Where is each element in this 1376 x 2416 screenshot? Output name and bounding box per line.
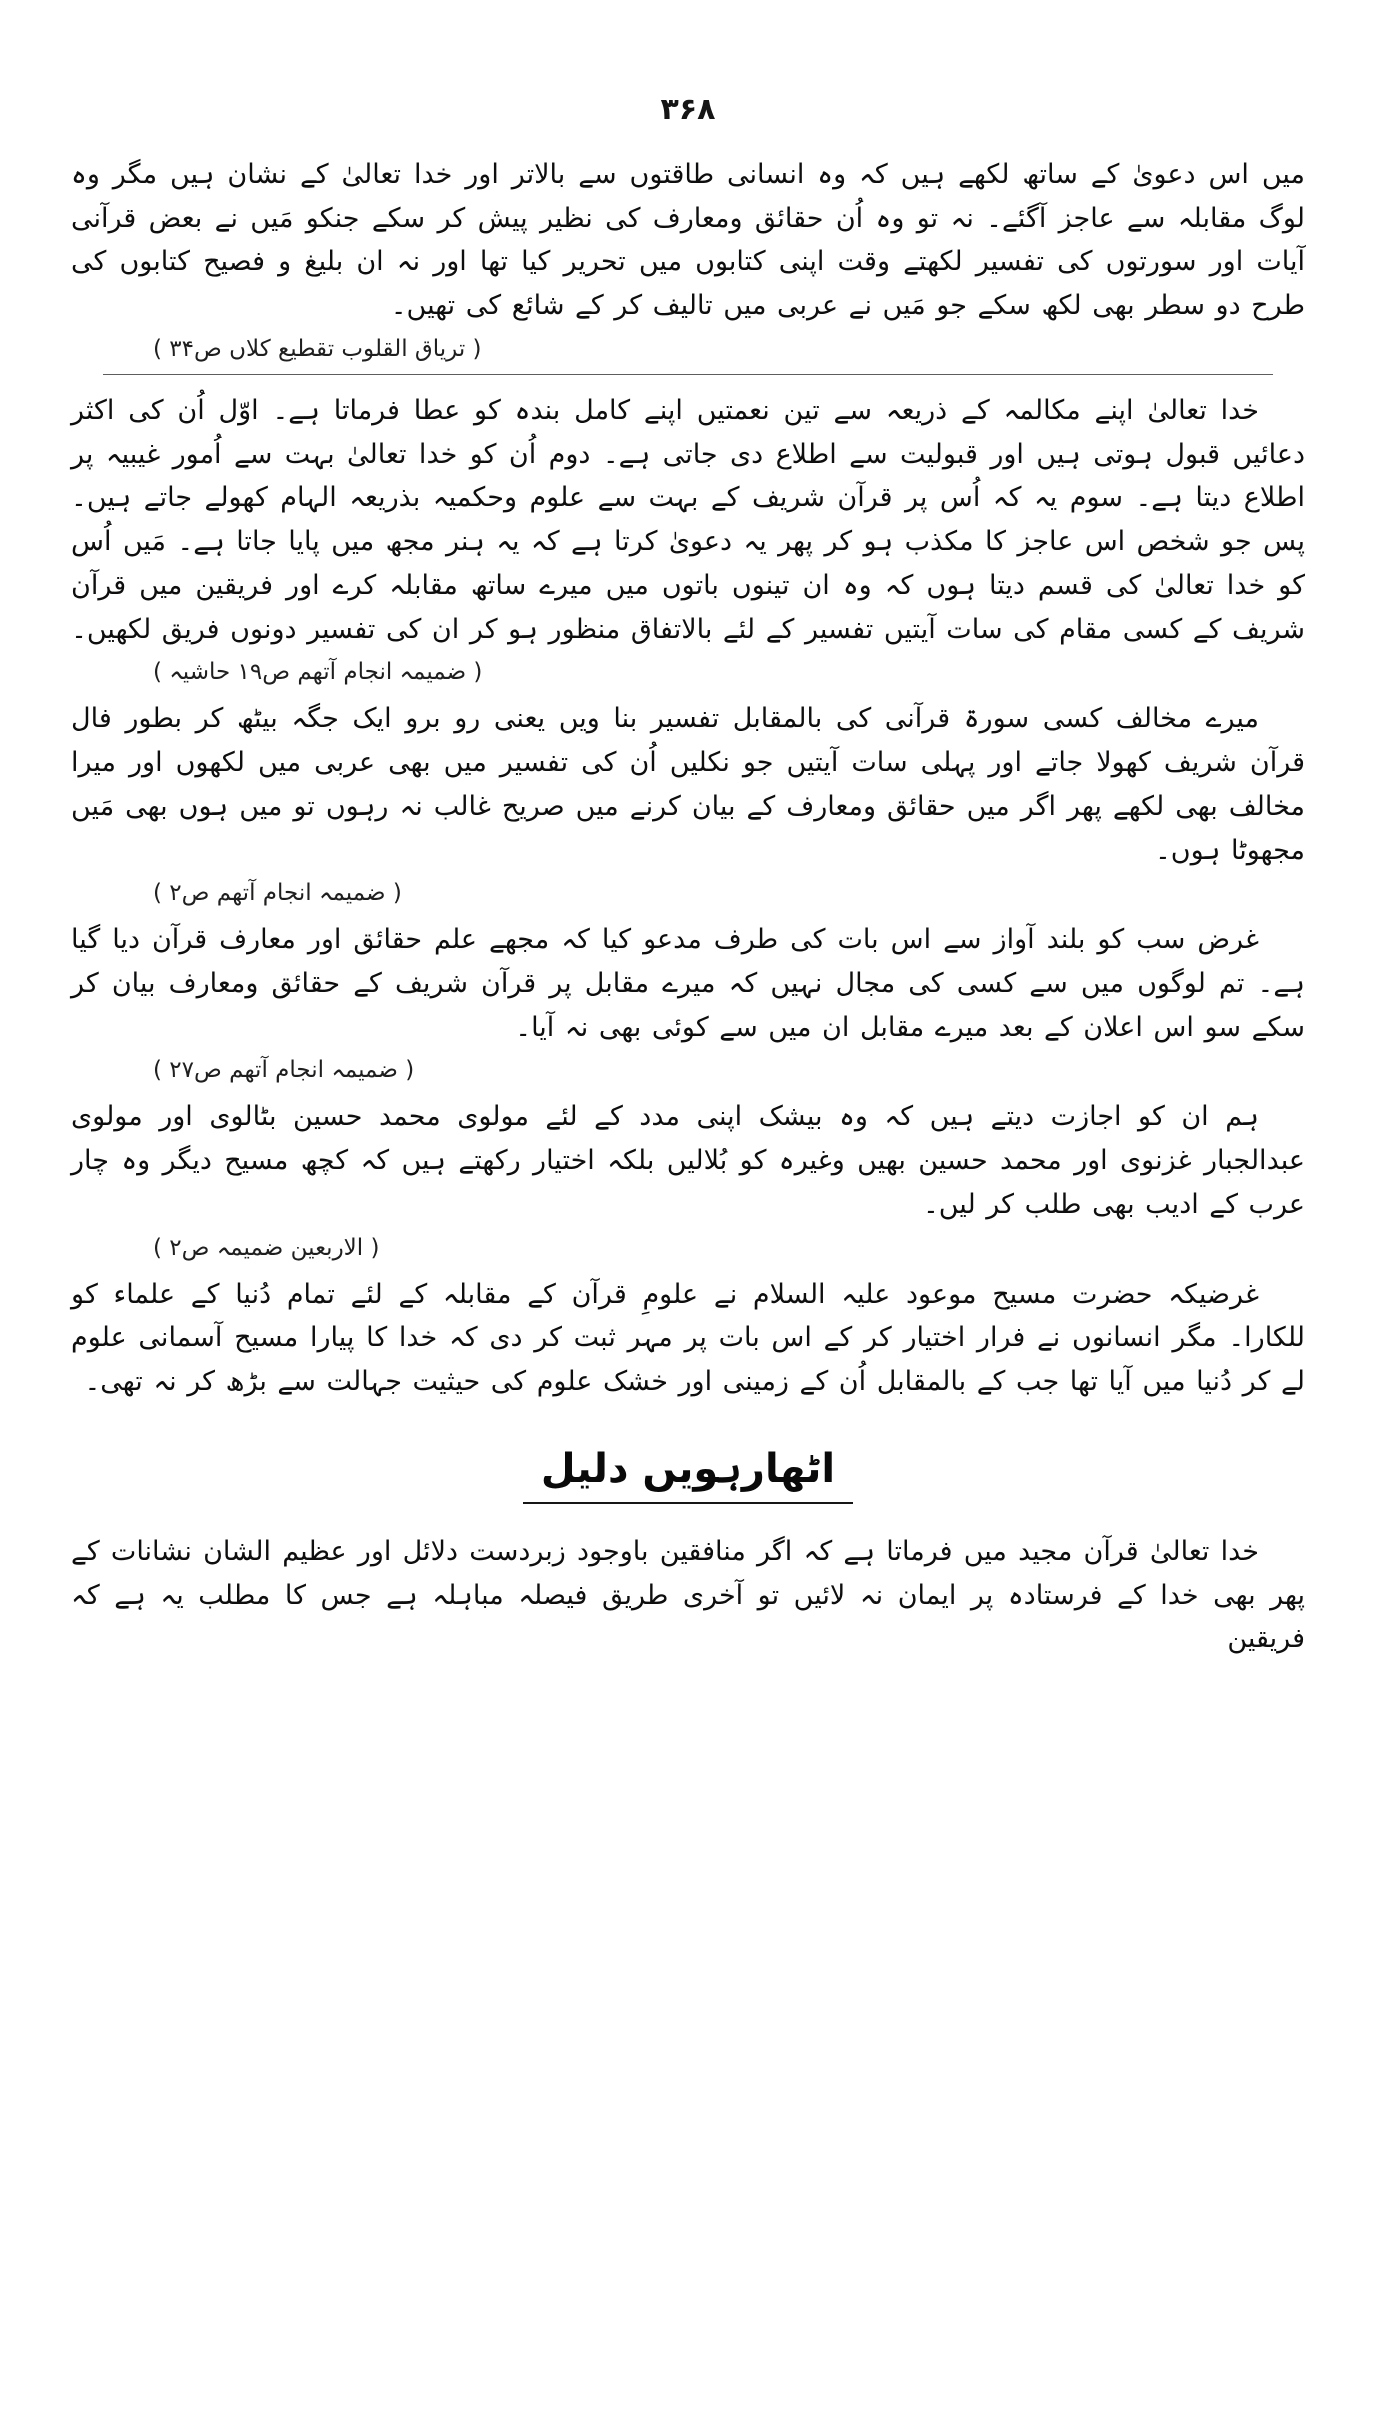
citation-reference: ( الاربعین ضمیمہ ص۲ ): [153, 1234, 380, 1261]
section-heading: اٹھارہویں دلیل: [523, 1446, 853, 1504]
footer-block: [63, 1530, 1313, 1661]
paragraph-continued: میں اس دعویٰ کے ساتھ لکھے ہیں کہ وہ انسانی طاقتوں سے بالاتر اور خدا تعالیٰ کے نشان ہیں مگر وہ لوگ مقابلہ سے عاجز آگئے۔ نہ تو وہ اُن حقائق ومعارف کی نظیر پیش کر سکے جنکو مَیں نے بعض قرآنی آیات اور سورتوں کی تفسیر لکھتے وقت اپنی کتابوں میں تحریر کیا تھا اور نہ ان بلیغ و فصیح کتابوں کی طرح دو سطر بھی لکھ سکے جو مَیں نے عربی میں تالیف کر کے شائع کی تھیں۔: [71, 159, 1306, 322]
paragraph-quotation-4: ہم ان کو اجازت دیتے ہیں کہ وہ بیشک اپنی مدد کے لئے مولوی محمد حسین بٹالوی اور مولوی عبدالجبار غزنوی اور محمد حسین بھیں وغیرہ کو بُلالیں بلکہ اختیار رکھتے ہیں کہ کچھ مسیح دیگر وہ چار عرب کے ادیب بھی طلب کر لیں۔: [71, 1101, 1305, 1220]
page-number: ۳۶۸: [660, 92, 716, 127]
paragraph-commentary: غرضیکہ حضرت مسیح موعود علیہ السلام نے علومِ قرآن کے مقابلہ کے لئے تمام دُنیا کے علماء کو للکارا۔ مگر انسانوں نے فرار اختیار کر کے اس بات پر مہر ثبت کر دی کہ خدا کا پیارا مسیح آسمانی علوم لے کر دُنیا میں آیا تھا جب کے بالمقابل اُن کے زمینی اور خشک علوم کی حیثیت جہالت سے بڑھ کر نہ تھی۔: [71, 1278, 1305, 1398]
citation-reference: ( تریاق القلوب تقطیع کلاں ص۳۴ ): [153, 335, 482, 362]
citation-reference: ( ضمیمہ انجام آتھم ص۲۷ ): [153, 1057, 415, 1084]
page-body: [63, 127, 1313, 1661]
paragraph-quotation-3: غرض سب کو بلند آواز سے اس بات کی طرف مدعو کیا کہ مجھے علم حقائق اور معارف قرآن دیا گیا ہے۔ تم لوگوں میں سے کسی کی مجال نہیں کہ میرے مقابل پر قرآن شریف کے حقائق ومعارف بیان کر سکے سو اس اعلان کے بعد میرے مقابل ان میں سے کوئی بھی نہ آیا۔: [71, 924, 1305, 1043]
citation-reference: ( ضمیمہ انجام آتھم ص۱۹ حاشیہ ): [153, 659, 483, 686]
section-heading-wrap: [63, 1446, 1313, 1504]
citation-reference: ( ضمیمہ انجام آتھم ص۲ ): [153, 880, 402, 907]
paragraph-footer: خدا تعالیٰ قرآن مجید میں فرماتا ہے کہ اگر منافقین باوجود زبردست دلائل اور عظیم الشان نشانات کے پھر بھی خدا کے فرستادہ پر ایمان نہ لائیں تو آخری طریق فیصلہ مباہلہ ہے جس کا مطلب یہ ہے کہ فریقین: [71, 1535, 1305, 1655]
section-divider: [103, 374, 1273, 375]
paragraph-quotation-1: خدا تعالیٰ اپنے مکالمہ کے ذریعہ سے تین نعمتیں اپنے کامل بندہ کو عطا فرماتا ہے۔ اوّل اُن کی اکثر دعائیں قبول ہوتی ہیں اور قبولیت سے اطلاع دی جاتی ہے۔ دوم اُن کو خدا تعالیٰ بہت سے اُمور غیبیہ پر اطلاع دیتا ہے۔ سوم یہ کہ اُس پر قرآن شریف کے بہت سے علوم وحکمیہ بذریعہ الہام کھولے جاتے ہیں۔ پس جو شخص اس عاجز کا مکذب ہو کر پھر یہ دعویٰ کرتا ہے کہ یہ ہنر مجھ میں پایا جاتا ہے۔ مَیں اُس کو خدا تعالیٰ کی قسم دیتا ہوں کہ وہ ان تینوں باتوں میں میرے ساتھ مقابلہ کرے اور فریقین میں قرآن شریف کے کسی مقام کی سات آیتیں تفسیر کے لئے بالاتفاق منظور ہو کر ان کی تفسیر دونوں فریق لکھیں۔: [71, 394, 1305, 645]
paragraph-quotation-2: میرے مخالف کسی سورۃ قرآنی کی بالمقابل تفسیر بنا ویں یعنی رو برو ایک جگہ بیٹھ کر بطور فال قرآن شریف کھولا جاتے اور پہلی سات آیتیں جو نکلیں اُن کی تفسیر میں بھی عربی میں لکھوں اور میرا مخالف بھی لکھے پھر اگر میں حقائق ومعارف کے بیان کرنے میں صریح غالب نہ رہوں تو میں ہوں بھی مَیں مجھوٹا ہوں۔: [71, 703, 1305, 866]
